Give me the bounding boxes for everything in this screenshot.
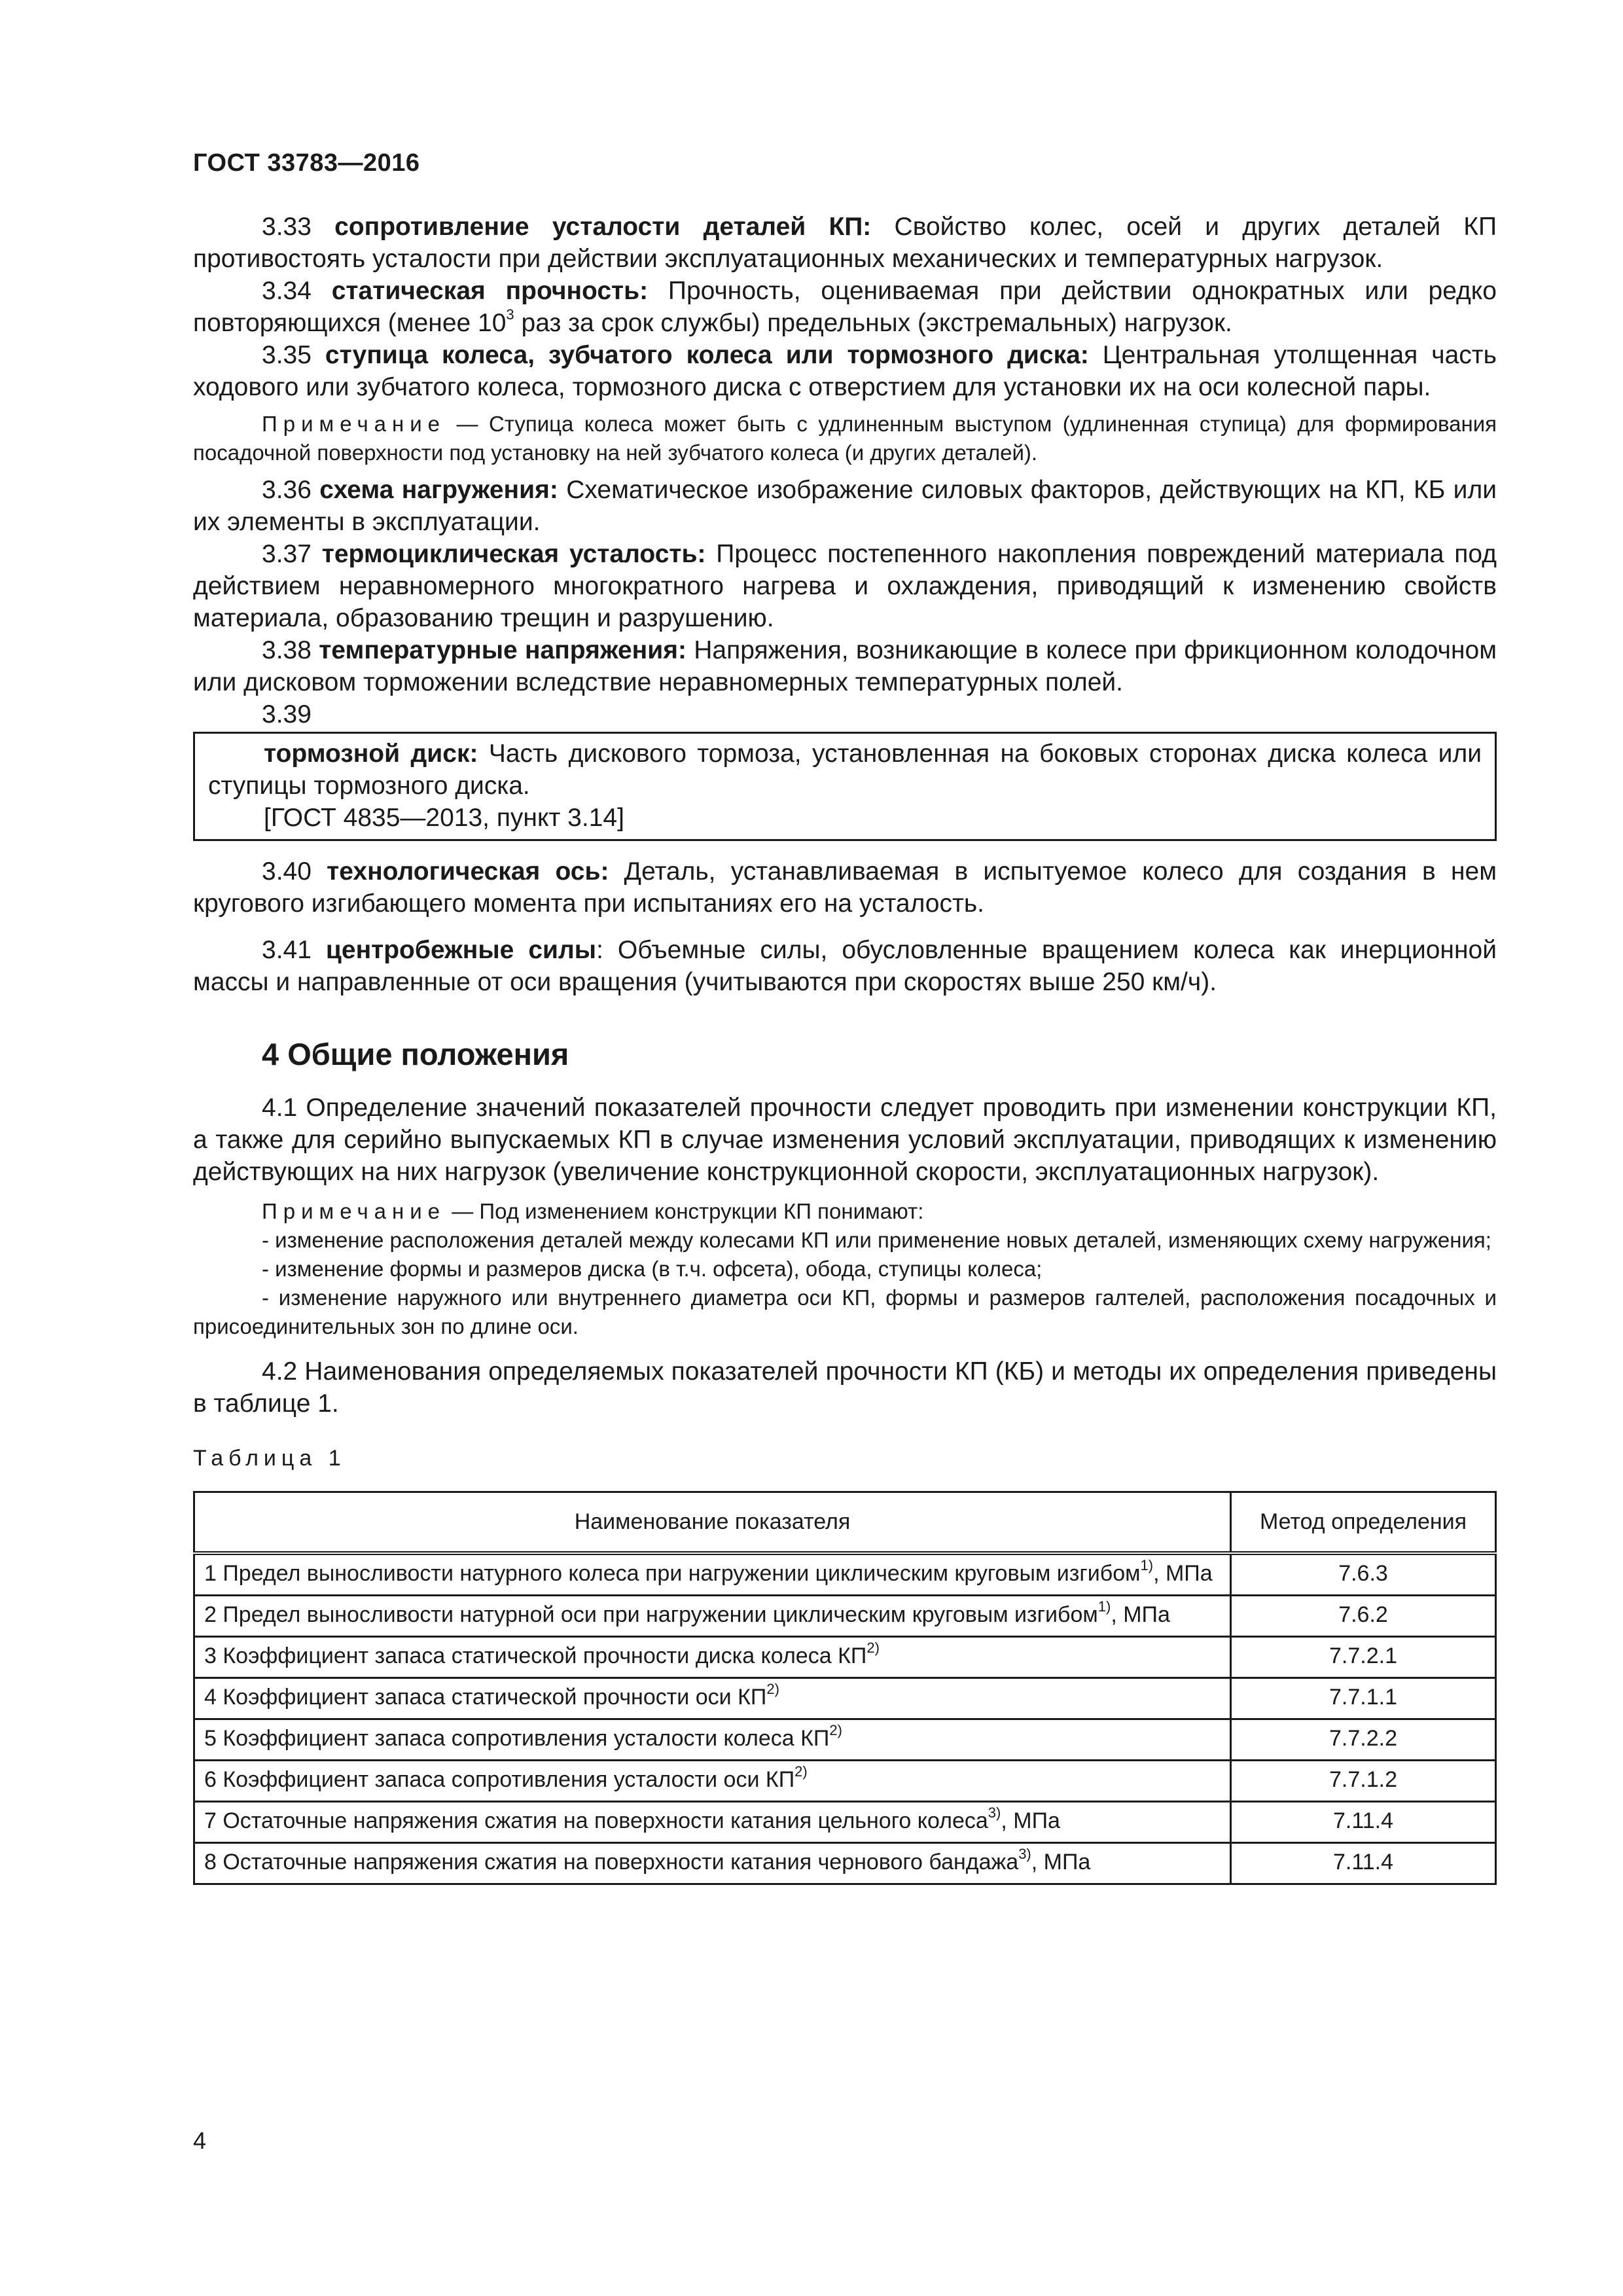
note-item: - изменение наружного или внутреннего диаметра оси КП, формы и размеров галтелей, расположения посадочных и присоединительных зон по длине оси. [193, 1285, 1497, 1338]
definition-term: статическая прочность: [331, 277, 649, 305]
table-row [194, 1637, 1496, 1678]
note-4-1 [193, 1197, 1497, 1341]
indicator-unit: , МПа [1111, 1602, 1170, 1627]
paragraph-4-2: 4.2 Наименования определяемых показателей прочности КП (КБ) и методы их определения приведены в таблице 1. [193, 1357, 1497, 1418]
definition-term: термоциклическая усталость: [321, 540, 706, 568]
definition-number: 3.36 [262, 476, 312, 504]
footnote-marker: 2) [794, 1763, 808, 1780]
indicator-name-cell [194, 1802, 1231, 1843]
definition-number: 3.38 [262, 636, 312, 664]
method-cell: 7.6.2 [1231, 1596, 1496, 1637]
definition-3-33 [193, 211, 1497, 275]
indicator-name: 3 Коэффициент запаса статической прочности диска колеса КП [204, 1643, 867, 1668]
superscript: 3 [506, 306, 514, 323]
note-label: Примечание [262, 1199, 446, 1223]
table-row [194, 1596, 1496, 1637]
indicator-name-cell [194, 1761, 1231, 1802]
method-cell: 7.7.2.1 [1231, 1637, 1496, 1678]
table-row [194, 1802, 1496, 1843]
definition-number: 3.34 [262, 277, 312, 305]
note-label: Примечание [262, 412, 446, 436]
note-text: — Ступица колеса может быть с удлиненным выступом (удлиненная ступица) для формирования посадочной поверхности под установку на ней зубчатого колеса (и других деталей). [193, 412, 1497, 465]
indicator-name: 6 Коэффициент запаса сопротивления усталости оси КП [204, 1767, 795, 1792]
indicator-name: 2 Предел выносливости натурной оси при нагружении циклическим круговым изгибом [204, 1602, 1098, 1627]
definition-3-37 [193, 538, 1497, 634]
definition-number: 3.33 [262, 213, 312, 241]
footnote-marker: 1) [1097, 1598, 1111, 1615]
definition-3-41 [193, 934, 1497, 998]
definition-3-39-number: 3.39 [262, 700, 312, 728]
definition-number: 3.37 [262, 540, 312, 568]
definition-text: раз за срок службы) предельных (экстремальных) нагрузок. [521, 309, 1232, 337]
definition-term: ступица колеса, зубчатого колеса или тормозного диска: [325, 341, 1089, 369]
indicator-name: 5 Коэффициент запаса сопротивления усталости колеса КП [204, 1726, 830, 1751]
definition-term: тормозной диск: [264, 740, 478, 768]
document-header: ГОСТ 33783—2016 [193, 149, 420, 177]
method-cell: 7.7.1.2 [1231, 1761, 1496, 1802]
indicator-name-cell [194, 1678, 1231, 1719]
note-item: - изменение формы и размеров диска (в т.ч. офсета), обода, ступицы колеса; [262, 1257, 1043, 1281]
column-header-method: Метод определения [1231, 1492, 1496, 1554]
indicator-name: 7 Остаточные напряжения сжатия на поверхности катания цельного колеса [204, 1808, 988, 1833]
method-cell: 7.6.3 [1231, 1553, 1496, 1596]
table-header-row [194, 1492, 1496, 1554]
table-row [194, 1678, 1496, 1719]
paragraph-4-1: 4.1 Определение значений показателей прочности следует проводить при изменении конструкции КП, а также для серийно выпускаемых КП в случае изменения условий эксплуатации, приводящих к изменению действующих на них нагрузок (увеличение конструкционной скорости, эксплуатационных нагрузок). [193, 1094, 1497, 1186]
definition-text: : Объемные силы, обусловленные вращением колеса как инерционной массы и направленные от оси вращения (учитываются при скоростях выше 250 км/ч). [193, 936, 1497, 996]
note-3-35 [193, 410, 1497, 467]
definition-source: [ГОСТ 4835—2013, пункт 3.14] [264, 804, 624, 832]
footnote-marker: 3) [988, 1804, 1001, 1821]
definition-text: Часть дискового тормоза, установленная на боковых сторонах диска колеса или ступицы тормозного диска. [208, 740, 1482, 800]
indicator-name-cell [194, 1596, 1231, 1637]
quoted-definition-box [193, 732, 1497, 841]
indicator-unit: , МПа [1031, 1850, 1091, 1874]
indicator-name-cell [194, 1553, 1231, 1596]
definition-text: Центральная утолщенная часть ходового или зубчатого колеса, тормозного диска с отверстием для установки их на оси колесной пары. [193, 341, 1497, 401]
definition-text: Прочность, оцениваемая при действии однократных или редко повторяющихся (менее 10 [193, 277, 1497, 337]
definition-text: Схематическое изображение силовых факторов, действующих на КП, КБ или их элементы в эксплуатации. [193, 476, 1497, 536]
definition-term: температурные напряжения: [319, 636, 687, 664]
footnote-marker: 2) [829, 1721, 842, 1738]
indicators-table [193, 1491, 1497, 1885]
indicator-name: 1 Предел выносливости натурного колеса при нагружении циклическим круговым изгибом [204, 1561, 1141, 1586]
definition-text: Напряжения, возникающие в колесе при фрикционном колодочном или дисковом торможении вследствие неравномерных температурных полей. [193, 636, 1497, 696]
page-number: 4 [193, 2127, 207, 2154]
definition-3-34 [193, 275, 1497, 339]
footnote-marker: 2) [866, 1639, 880, 1656]
definition-term: центробежные силы [325, 936, 597, 964]
indicator-unit: , МПа [1001, 1808, 1060, 1833]
definition-term: технологическая ось: [327, 857, 609, 886]
table-row [194, 1843, 1496, 1884]
indicator-name: 4 Коэффициент запаса статической прочности оси КП [204, 1685, 767, 1710]
footnote-marker: 3) [1018, 1845, 1031, 1862]
indicator-unit: , МПа [1153, 1561, 1213, 1586]
note-intro [193, 1197, 1497, 1226]
definition-text: Свойство колес, осей и других деталей КП противостоять усталости при действии эксплуатационных механических и температурных нагрузок. [193, 213, 1497, 273]
method-cell: 7.11.4 [1231, 1802, 1496, 1843]
footnote-marker: 2) [766, 1680, 779, 1697]
table-row [194, 1719, 1496, 1761]
definition-3-40 [193, 855, 1497, 920]
definition-3-39 [208, 738, 1482, 802]
indicator-name-cell [194, 1843, 1231, 1884]
method-cell: 7.11.4 [1231, 1843, 1496, 1884]
indicator-name: 8 Остаточные напряжения сжатия на поверхности катания чернового бандажа [204, 1850, 1019, 1874]
table-caption: Таблица 1 [193, 1446, 346, 1471]
column-header-name: Наименование показателя [194, 1492, 1231, 1554]
table-row [194, 1761, 1496, 1802]
definition-3-38 [193, 634, 1497, 698]
method-cell: 7.7.1.1 [1231, 1678, 1496, 1719]
definition-3-35 [193, 339, 1497, 403]
definition-number: 3.40 [262, 857, 312, 886]
definition-number: 3.41 [262, 936, 312, 964]
definition-text: Процесс постепенного накопления повреждений материала под действием неравномерного многократного нагрева и охлаждения, приводящий к изменению свойств материала, образованию трещин и разрушению. [193, 540, 1497, 632]
page-content [193, 211, 1497, 1885]
note-item: - изменение расположения деталей между колесами КП или применение новых деталей, изменяющих схему нагружения; [262, 1228, 1491, 1252]
table-row [194, 1553, 1496, 1596]
indicator-name-cell [194, 1719, 1231, 1761]
definition-3-36 [193, 474, 1497, 538]
definition-text: Деталь, устанавливаемая в испытуемое колесо для создания в нем кругового изгибающего момента при испытаниях его на усталость. [193, 857, 1497, 918]
definition-number: 3.35 [262, 341, 312, 369]
definition-term: сопротивление усталости деталей КП: [334, 213, 872, 241]
method-cell: 7.7.2.2 [1231, 1719, 1496, 1761]
indicator-name-cell [194, 1637, 1231, 1678]
section-title: 4 Общие положения [262, 1037, 569, 1071]
footnote-marker: 1) [1140, 1556, 1154, 1573]
note-text: — Под изменением конструкции КП понимают: [452, 1199, 924, 1223]
definition-term: схема нагружения: [319, 476, 558, 504]
